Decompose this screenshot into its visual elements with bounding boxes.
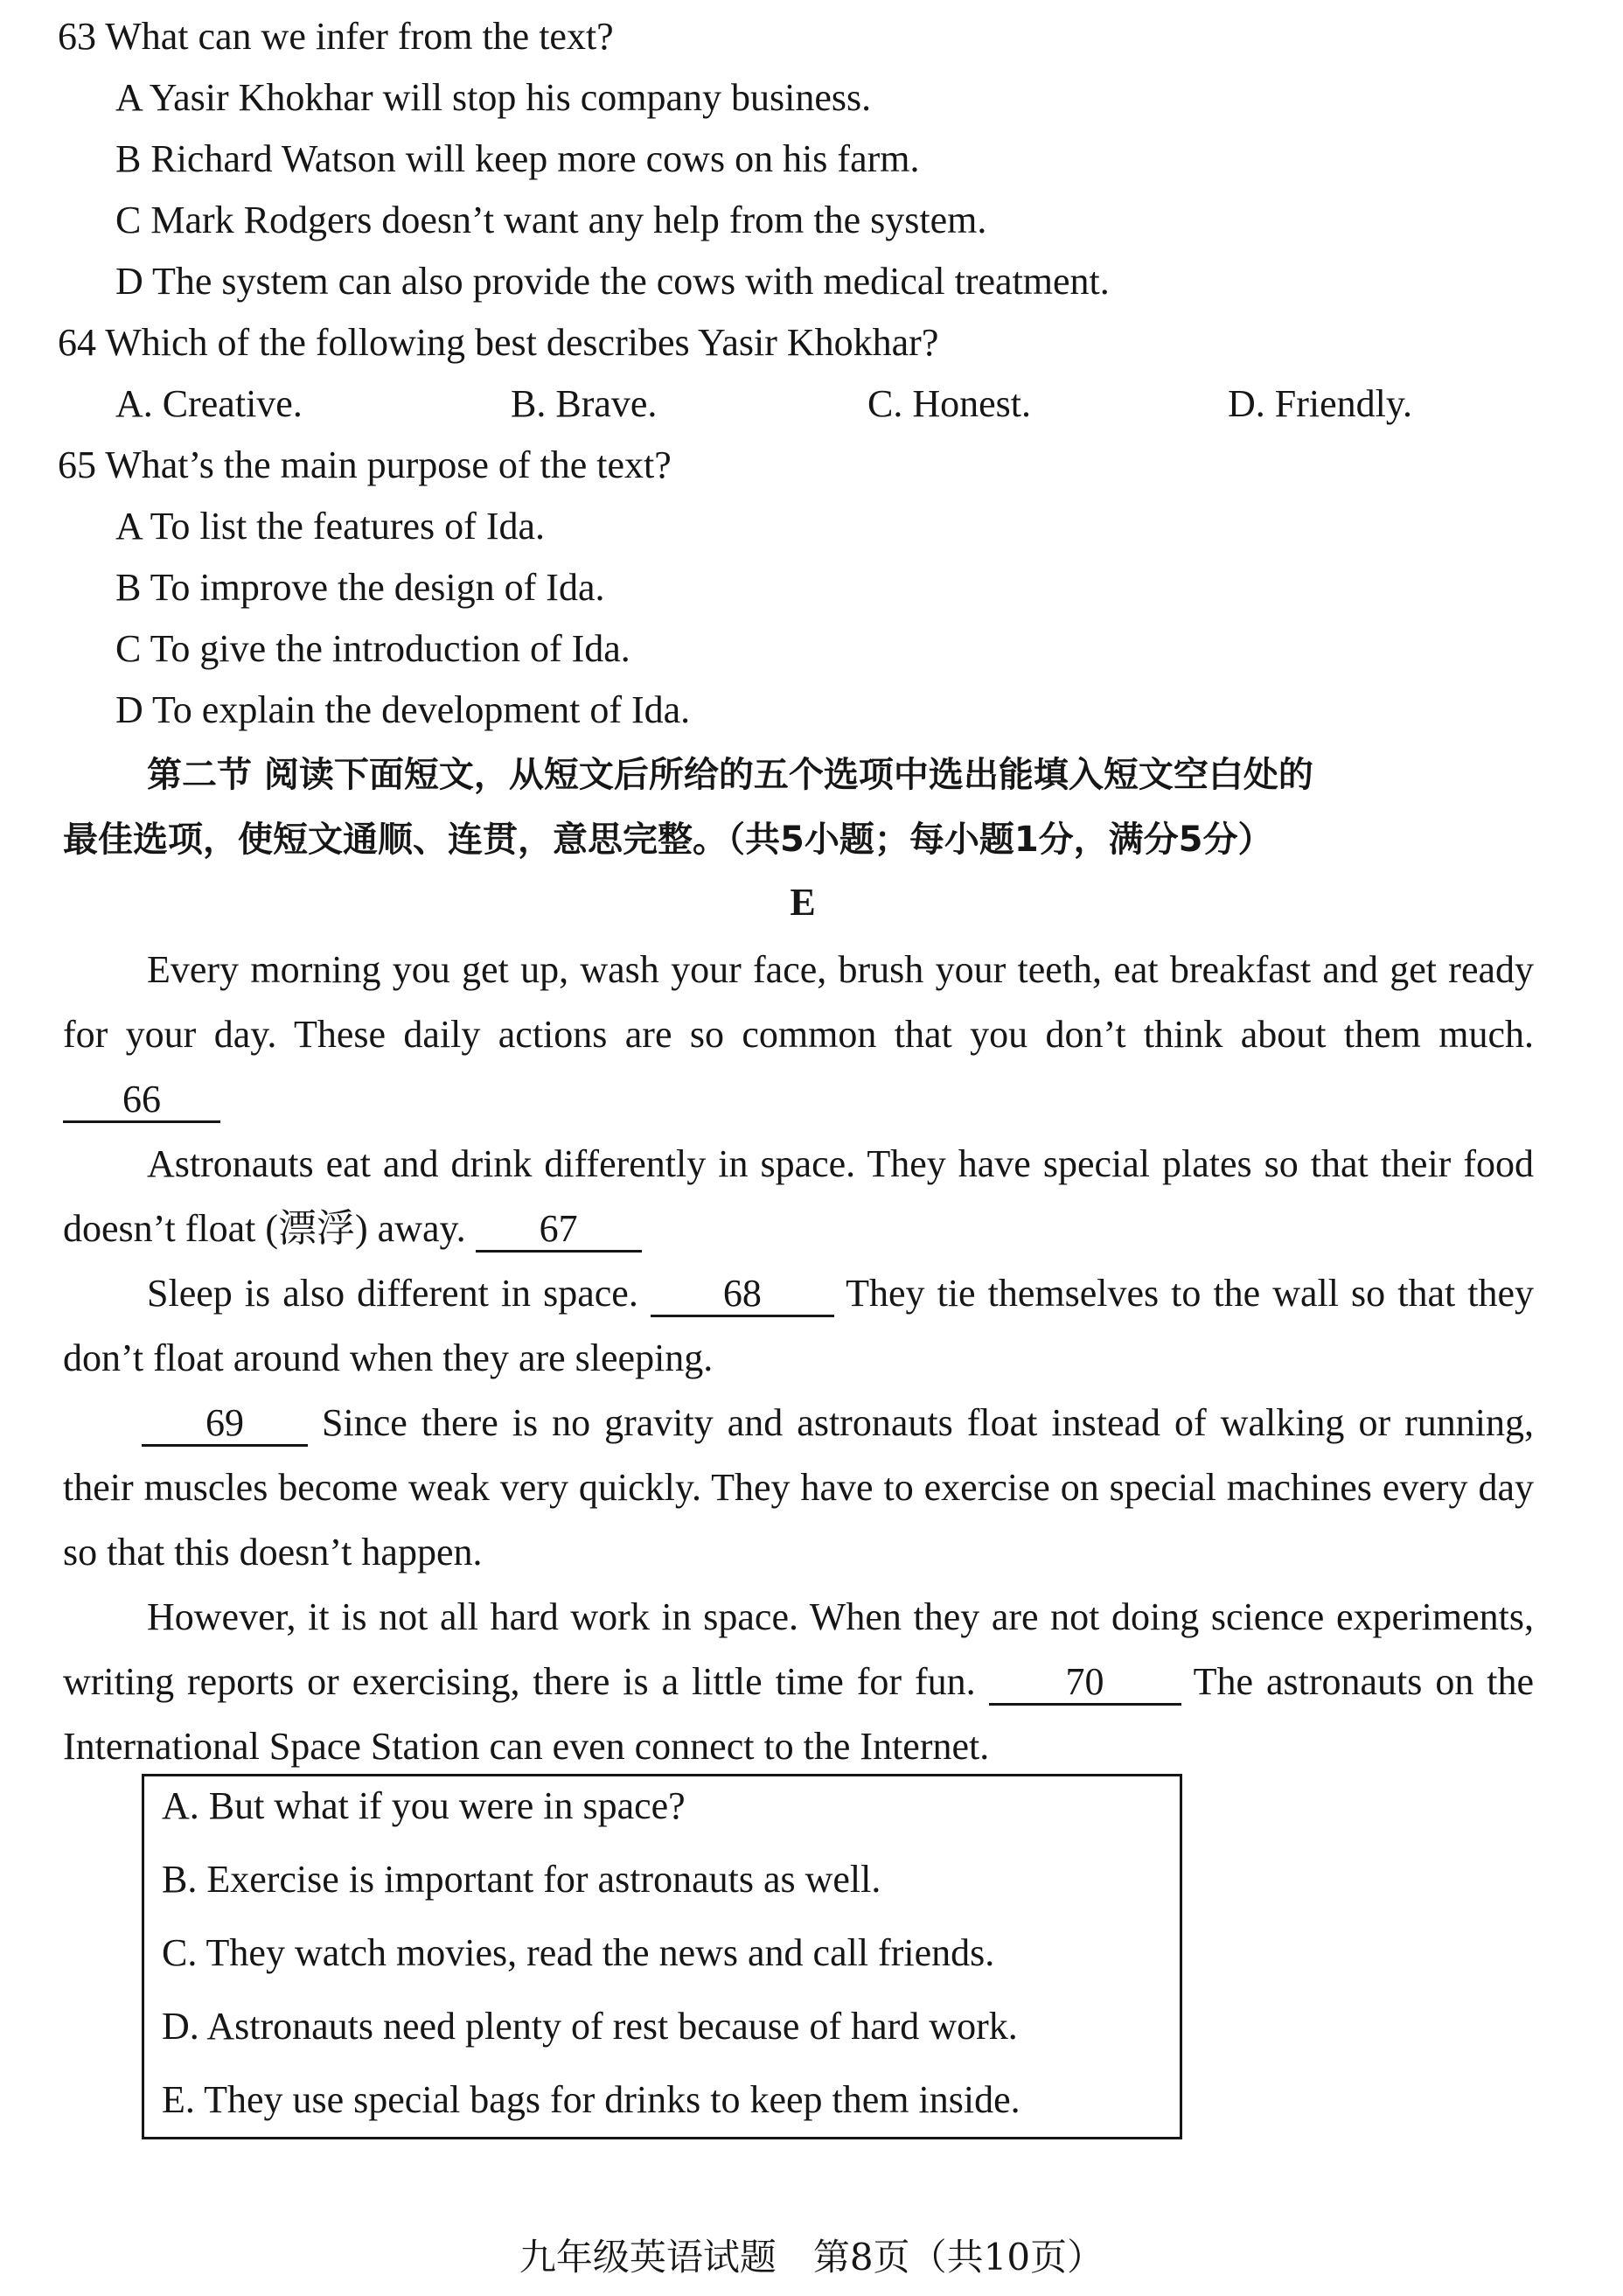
paragraph-5: However, it is not all hard work in space. When they are not doing science experiments, writing reports or exercising, there is a little time for fun. 70 The astronauts on the International Space Station can even connect to the Internet. (63, 1595, 1534, 1768)
choice-d[interactable]: D. Astronauts need plenty of rest because of hard work. (162, 2005, 1018, 2048)
paragraph-2: Astronauts eat and drink differently in space. They have special plates so that their food doesn’t float (漂浮) away. 67 (63, 1132, 1534, 1261)
blank-68[interactable]: 68 (651, 1273, 834, 1317)
paragraph-3: Sleep is also different in space. 68 They tie themselves to the wall so that they don’t float around when they are sleeping. (63, 1272, 1534, 1379)
question-stem: What can we infer from the text? (105, 15, 614, 58)
question-64 (58, 318, 938, 367)
option-65-b[interactable]: B To improve the design of Ida. (115, 566, 605, 609)
question-number: 64 (58, 321, 96, 364)
blank-66[interactable]: 66 (63, 1078, 220, 1123)
option-64-c[interactable]: C. Honest. (867, 382, 1032, 425)
option-64-b[interactable]: B. Brave. (511, 382, 658, 425)
question-number: 65 (58, 443, 96, 486)
options-64 (0, 380, 1623, 429)
question-65 (58, 441, 672, 490)
option-65-c[interactable]: C To give the introduction of Ida. (115, 627, 630, 670)
blank-69[interactable]: 69 (142, 1402, 308, 1447)
option-63-d[interactable]: D The system can also provide the cows with medical treatment. (115, 260, 1110, 303)
paragraph-1: Every morning you get up, wash your face, brush your teeth, eat breakfast and get ready for your day. These daily actions are so common that you don’t think about them much. 66 (63, 938, 1534, 1132)
blank-70[interactable]: 70 (989, 1661, 1181, 1706)
question-63 (58, 12, 614, 61)
choice-c[interactable]: C. They watch movies, read the news and call friends. (162, 1931, 995, 1974)
question-number: 63 (58, 15, 96, 58)
option-63-b[interactable]: B Richard Watson will keep more cows on his farm. (115, 137, 920, 180)
choices-box (142, 1774, 1182, 2139)
page-footer: 九年级英语试题 第8页（共10页） (519, 2236, 1104, 2279)
question-stem: What’s the main purpose of the text? (105, 443, 672, 486)
option-63-a[interactable]: A Yasir Khokhar will stop his company business. (115, 76, 872, 119)
choice-b[interactable]: B. Exercise is important for astronauts as well. (162, 1858, 881, 1901)
paragraph-4: 69 Since there is no gravity and astronauts float instead of walking or running, their muscles become weak very quickly. They have to exercise on special machines every day so that this doesn’t happen. (63, 1401, 1534, 1574)
option-65-d[interactable]: D To explain the development of Ida. (115, 688, 691, 731)
blank-67[interactable]: 67 (476, 1208, 642, 1253)
choice-e[interactable]: E. They use special bags for drinks to keep them inside. (162, 2078, 1020, 2121)
choice-a[interactable]: A. But what if you were in space? (162, 1784, 686, 1827)
option-63-c[interactable]: C Mark Rodgers doesn’t want any help from the system. (115, 199, 987, 241)
section-heading-line1: 第二节 阅读下面短文，从短文后所给的五个选项中选出能填入短文空白处的 (147, 755, 1313, 795)
option-64-d[interactable]: D. Friendly. (1228, 382, 1413, 425)
question-stem: Which of the following best describes Yasir Khokhar? (105, 321, 939, 364)
option-64-a[interactable]: A. Creative. (115, 382, 303, 425)
passage-letter: E (790, 881, 816, 924)
option-65-a[interactable]: A To list the features of Ida. (115, 505, 546, 548)
section-heading-line2: 最佳选项，使短文通顺、连贯，意思完整。（共5小题；每小题1分，满分5分） (63, 820, 1273, 860)
